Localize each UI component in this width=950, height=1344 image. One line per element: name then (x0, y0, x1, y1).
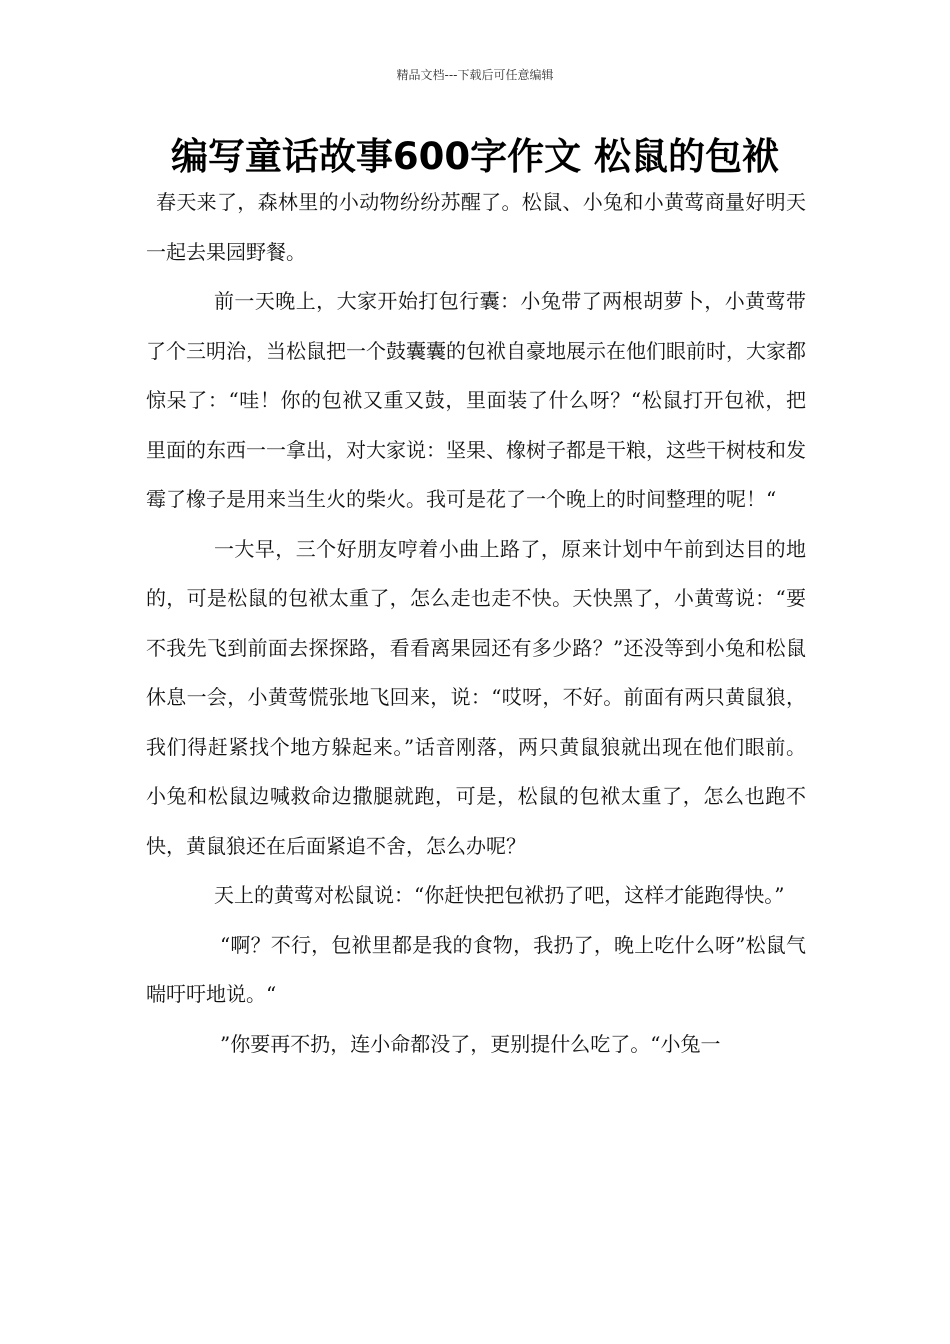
paragraph-2: 前一天晚上，大家开始打包行囊：小兔带了两根胡萝卜，小黄莺带了个三明治，当松鼠把一个鼓囊囊的包袱自豪地展示在他们眼前时，大家都惊呆了：“哇！你的包袱又重又鼓，里面装了什么呀？“松鼠打开包袱，把里面的东西一一拿出，对大家说：坚果、橡树子都是干粮，这些干树枝和发霉了橡子是用来当生火的柴火。我可是花了一个晚上的时间整理的呢！“ (146, 289, 806, 511)
paragraph-4: 天上的黄莺对松鼠说：“你赶快把包袱扔了吧，这样才能跑得快。” (214, 883, 785, 907)
paragraph-3: 一大早，三个好朋友哼着小曲上路了，原来计划中午前到达目的地的，可是松鼠的包袱太重了，怎么走也走不快。天快黑了，小黄莺说：“要不我先飞到前面去探探路，看看离果园还有多少路？”还没等到小兔和松鼠休息一会，小黄莺慌张地飞回来，说：“哎呀，不好。前面有两只黄鼠狼，我们得赶紧找个地方躲起来。”话音刚落，两只黄鼠狼就出现在他们眼前。小兔和松鼠边喊救命边撒腿就跑，可是，松鼠的包袱太重了，怎么也跑不快，黄鼠狼还在后面紧追不舍，怎么办呢？ (146, 536, 806, 858)
document-title: 编写童话故事600字作文 松鼠的包袱 (170, 135, 780, 178)
document-body (146, 178, 806, 1069)
paragraph-1: 春天来了，森林里的小动物纷纷苏醒了。松鼠、小兔和小黄莺商量好明天一起去果园野餐。 (146, 190, 806, 264)
paragraph-6: ”你要再不扔，连小命都没了，更别提什么吃了。“小兔一 (220, 1031, 721, 1056)
paragraph-5: “啊？不行，包袱里都是我的食物，我扔了，晚上吃什么呀”松鼠气喘吁吁地说。“ (146, 932, 806, 1006)
header-note: 精品文档---下载后可任意编辑 (396, 68, 554, 82)
